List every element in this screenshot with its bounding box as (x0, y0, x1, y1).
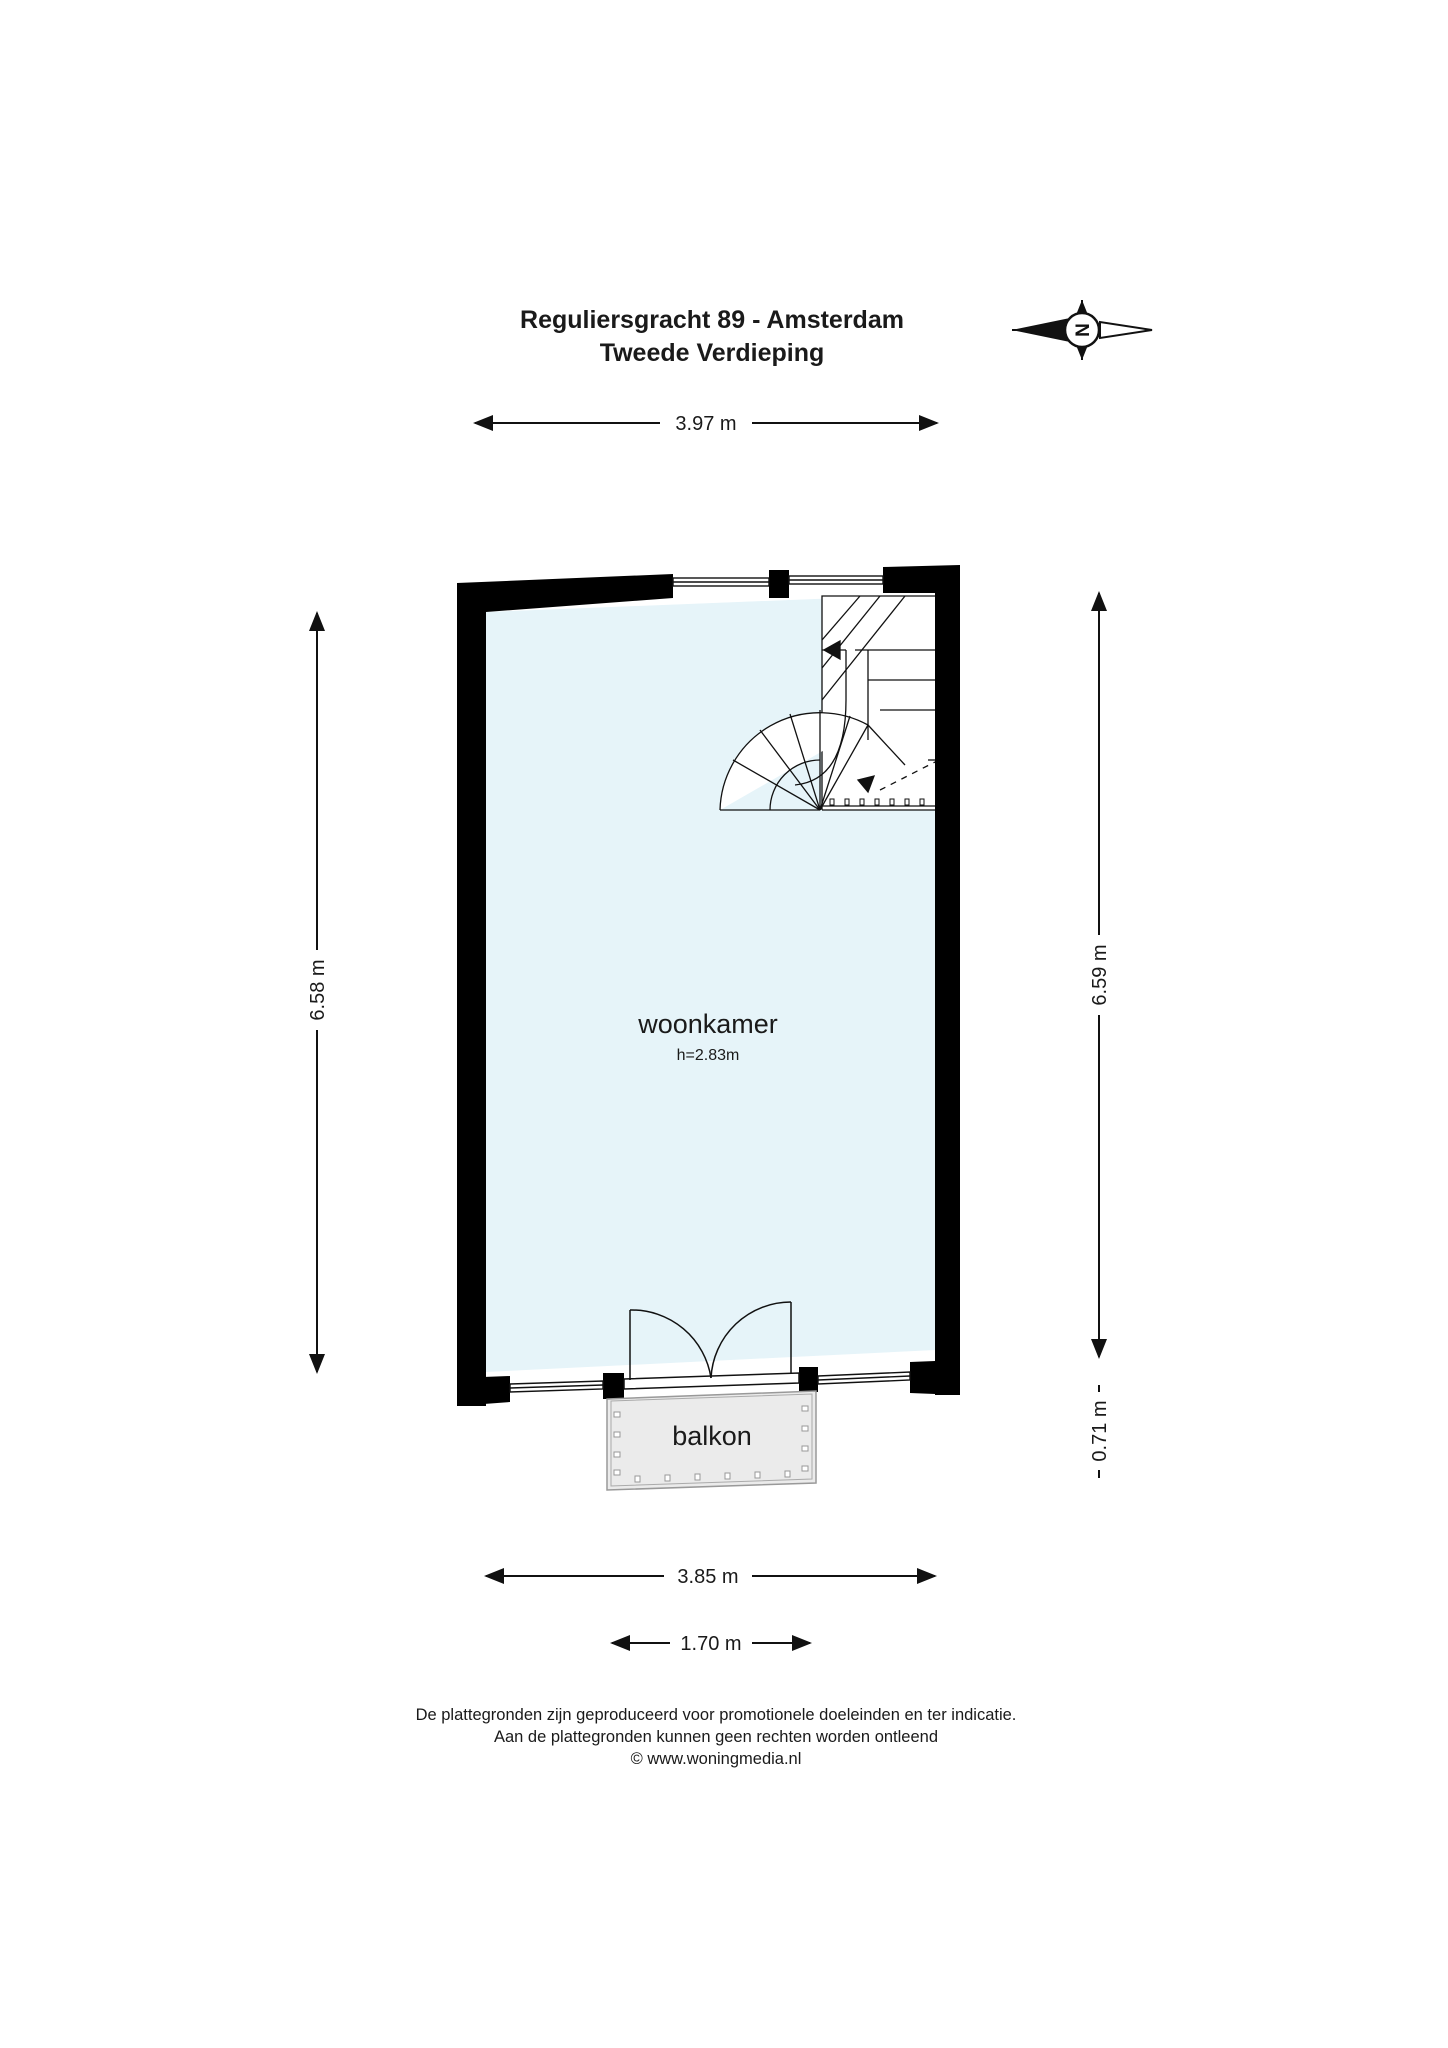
plan-subtitle: Tweede Verdieping (599, 339, 825, 367)
svg-text:1.70 m: 1.70 m (680, 1633, 742, 1655)
room-label-living: woonkamer (638, 1009, 778, 1039)
svg-text:3.85 m: 3.85 m (677, 1566, 739, 1588)
dimension-bottom-width (486, 1566, 935, 1588)
compass-north-icon (1012, 300, 1152, 360)
svg-text:N: N (1073, 323, 1094, 337)
plan-title: Reguliersgracht 89 - Amsterdam (520, 306, 904, 334)
dimension-right-height (1089, 593, 1111, 1357)
footer-rights: Aan de plattegronden kunnen geen rechten worden ontleend (493, 1728, 939, 1746)
dimension-left-height (307, 613, 329, 1372)
svg-text:6.58 m: 6.58 m (307, 959, 329, 1021)
room-height-label: h=2.83m (676, 1047, 740, 1064)
dimension-right-balcony (1089, 1385, 1111, 1478)
svg-text:0.71 m: 0.71 m (1089, 1400, 1111, 1462)
footer-copyright: © www.woningmedia.nl (630, 1750, 802, 1768)
footer-disclaimer: De plattegronden zijn geproduceerd voor promotionele doeleinden en ter indicatie. (415, 1706, 1017, 1724)
dimension-balcony-width (612, 1633, 810, 1655)
svg-text:6.59 m: 6.59 m (1089, 944, 1111, 1006)
room-label-balcony: balkon (672, 1421, 752, 1451)
svg-text:3.97 m: 3.97 m (675, 413, 737, 435)
dimension-top-width (475, 413, 937, 435)
